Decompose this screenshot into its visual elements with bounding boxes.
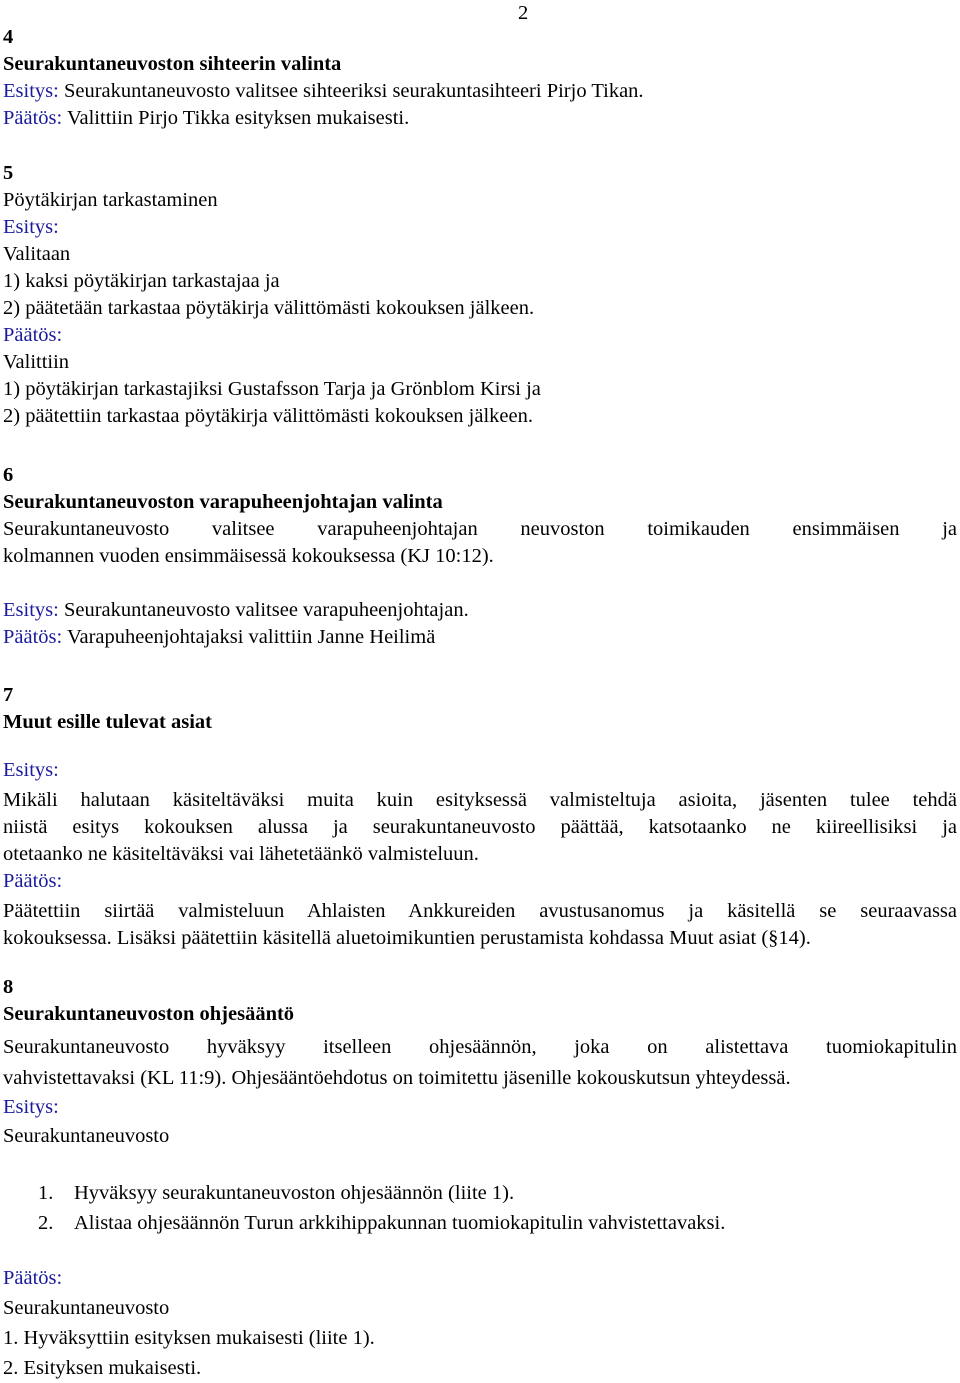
esitys-label: Esitys: — [3, 759, 59, 781]
body-line: Seurakuntaneuvosto valitsee varapuheenjohtajan neuvoston toimikauden ensimmäisen ja — [3, 518, 957, 540]
paatos-text: Varapuheenjohtajaksi valittiin Janne Heilimä — [62, 626, 436, 648]
section-title: Seurakuntaneuvoston ohjesääntö — [3, 1003, 295, 1025]
esitys-label: Esitys: — [3, 216, 59, 238]
list-item: 1. Hyväksyy seurakuntaneuvoston ohjesäännön (liite 1). — [38, 1182, 515, 1204]
paatos-line: Valittiin — [3, 351, 70, 373]
esitys-list — [38, 1180, 725, 1237]
paatos-label: Päätös: — [3, 107, 63, 129]
section-8 — [3, 974, 957, 1150]
section-7 — [3, 682, 957, 736]
esitys-line: 2) päätetään tarkastaa pöytäkirja välittömästi kokouksen jälkeen. — [3, 297, 535, 319]
esitys-line: otetaanko ne käsiteltäväksi vai lähetetäänkö valmisteluun. — [3, 843, 479, 865]
paatos-line — [3, 105, 957, 132]
section-title: Seurakuntaneuvoston sihteerin valinta — [3, 53, 342, 75]
paatos-line: 1. Hyväksyttiin esityksen mukaisesti (liite 1). — [3, 1327, 375, 1349]
paatos-line: 1) pöytäkirjan tarkastajiksi Gustafsson Tarja ja Grönblom Kirsi ja — [3, 378, 541, 400]
section-4 — [3, 24, 957, 132]
esitys-line — [3, 597, 957, 624]
paatos-intro: Seurakuntaneuvosto — [3, 1297, 170, 1319]
section-8-decision — [3, 1265, 957, 1382]
section-number: 5 — [3, 162, 14, 184]
section-6-decision — [3, 597, 957, 651]
paatos-label: Päätös: — [3, 870, 63, 892]
section-number: 7 — [3, 684, 14, 706]
paatos-line: Päätettiin siirtää valmisteluun Ahlaisten Ankkureiden avustusanomus ja käsitellä se seuraavassa — [3, 900, 957, 922]
paatos-line — [3, 624, 957, 651]
paatos-line: 2) päätettiin tarkastaa pöytäkirja välittömästi kokouksen jälkeen. — [3, 405, 533, 427]
section-title: Muut esille tulevat asiat — [3, 711, 212, 733]
section-number: 8 — [3, 976, 14, 998]
section-number: 4 — [3, 26, 14, 48]
body-line: vahvistettavaksi (KL 11:9). Ohjesääntöehdotus on toimitettu jäsenille kokouskutsun yhteydessä. — [3, 1067, 791, 1089]
section-title: Pöytäkirjan tarkastaminen — [3, 189, 218, 211]
esitys-text: Seurakuntaneuvosto valitsee varapuheenjohtajan. — [58, 599, 469, 621]
paatos-label: Päätös: — [3, 1267, 63, 1289]
esitys-line — [3, 78, 957, 105]
paatos-text: Valittiin Pirjo Tikka esityksen mukaisesti. — [62, 107, 410, 129]
esitys-label: Esitys: — [3, 1096, 59, 1118]
section-number: 6 — [3, 464, 14, 486]
esitys-line: 1) kaksi pöytäkirjan tarkastajaa ja — [3, 270, 280, 292]
esitys-label: Esitys: — [3, 599, 59, 621]
paatos-label: Päätös: — [3, 626, 63, 648]
section-7-body — [3, 757, 957, 952]
esitys-text: Seurakuntaneuvosto valitsee sihteeriksi seurakuntasihteeri Pirjo Tikan. — [58, 80, 644, 102]
paatos-line: kokouksessa. Lisäksi päätettiin käsitellä aluetoimikuntien perustamista kohdassa Muut asiat (§14). — [3, 927, 811, 949]
esitys-line: Mikäli halutaan käsiteltäväksi muita kuin esityksessä valmisteltuja asioita, jäsenten tulee tehdä — [3, 789, 957, 811]
section-5 — [3, 160, 957, 430]
section-6 — [3, 462, 957, 570]
section-title: Seurakuntaneuvoston varapuheenjohtajan valinta — [3, 491, 443, 513]
esitys-line: niistä esitys kokouksen alussa ja seurakuntaneuvosto päättää, katsotaanko ne kiireellisiksi ja — [3, 816, 957, 838]
esitys-label: Esitys: — [3, 80, 59, 102]
page-number: 2 — [518, 2, 529, 24]
body-line: Seurakuntaneuvosto hyväksyy itselleen ohjesäännön, joka on alistettava tuomiokapitulin — [3, 1036, 957, 1058]
paatos-line: 2. Esityksen mukaisesti. — [3, 1357, 202, 1379]
body-line: kolmannen vuoden ensimmäisessä kokouksessa (KJ 10:12). — [3, 545, 494, 567]
list-item: 2. Alistaa ohjesäännön Turun arkkihippakunnan tuomiokapitulin vahvistettavaksi. — [38, 1212, 726, 1234]
esitys-line: Valitaan — [3, 243, 71, 265]
paatos-label: Päätös: — [3, 324, 63, 346]
esitys-intro: Seurakuntaneuvosto — [3, 1125, 170, 1147]
